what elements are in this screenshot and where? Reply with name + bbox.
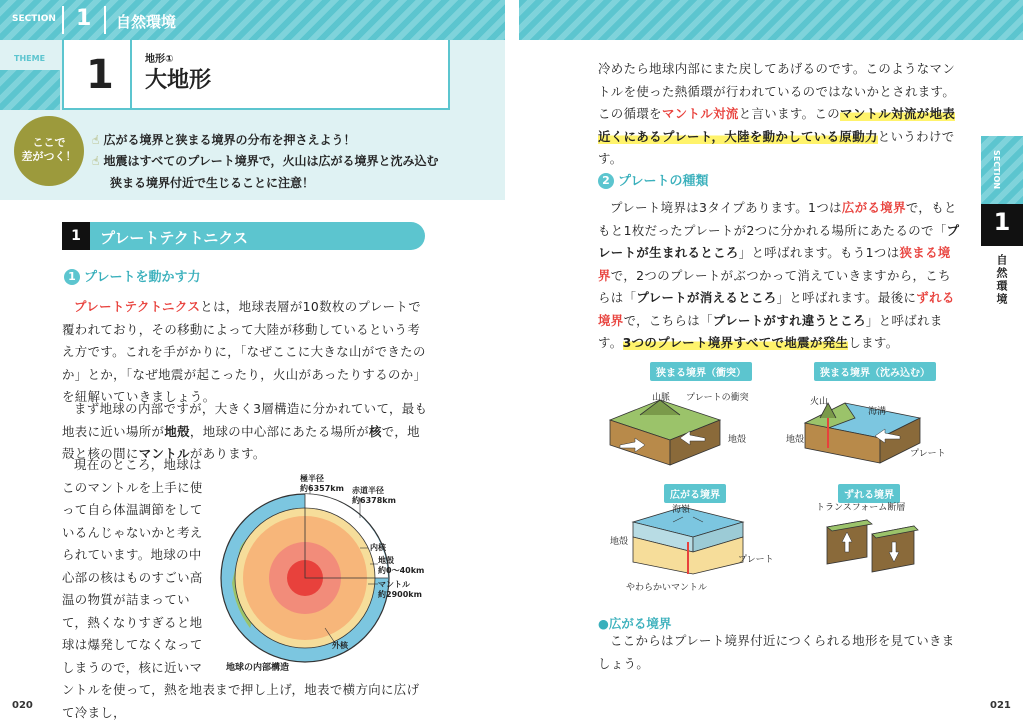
d1-label-mountains: 山脈 — [652, 393, 671, 403]
paragraph-end: ここからはプレート境界付近につくられる地形を見ていきましょう。 — [598, 633, 955, 671]
side-section-label: SECTION — [992, 150, 1001, 190]
diagram-3-title: 広がる境界 — [664, 484, 726, 503]
theme-sub: 地形① — [145, 54, 174, 65]
paragraph-3: 現在のところ，地球はこのマントルを上手に使って自ら体温調節をしているんじゃないかと考えられています。地球の中心部の核はものすごい高温の物質が詰まっていて，熱くなりすぎると地球は爆発してなくなってしまうので，核に近いマントルを使って，熱を地表まで押し上げ，地表で横方向に広げて冷まし， — [62, 454, 432, 670]
theme-label: THEME — [14, 54, 46, 63]
key-point-1: ☝ 広がる境界と狭まる境界の分布を押さえよう！ — [92, 133, 356, 147]
d2-label-crust: 地殻 — [786, 435, 805, 445]
diagram-4-title: ずれる境界 — [838, 484, 900, 503]
theme-divider — [130, 40, 132, 110]
theme-num: 1 — [86, 52, 114, 98]
diagram-1-title: 狭まる境界（衝突） — [650, 362, 752, 381]
pointing-hand-icon: ☝ — [92, 154, 100, 168]
section-num: 1 — [76, 6, 92, 31]
d2-label-trench: 海溝 — [868, 407, 887, 417]
d2-label-volcano: 火山 — [810, 397, 829, 407]
label-crust: 地殻 約0〜40km — [378, 556, 425, 575]
earth-caption: 地球の内部構造 — [226, 663, 290, 673]
heading-1-num: 1 — [62, 222, 90, 250]
side-tab-section — [981, 136, 1023, 204]
side-tab-num: 1 — [993, 208, 1011, 236]
paragraph-top: 冷めたら地球内部にまた戻してあげるのです。このようなマントルを使った熱循環が行われているのではないかとされます。この循環をマントル対流と言います。このマントル対流が地表近くにあるプレート，大陸を動かしている原動力というわけです。 — [598, 61, 956, 166]
theme-side-stripe — [0, 70, 60, 110]
d3-label-mantle: やわらかいマントル — [626, 583, 708, 593]
d2-label-plate: プレート — [910, 449, 946, 459]
label-outer-core: 外核 — [332, 641, 348, 650]
d3-label-plate: プレート — [738, 555, 774, 565]
label-inner-core: 内核 — [370, 543, 386, 552]
side-tab-title: 自然環境 — [995, 254, 1008, 306]
d4-label-transform: トランスフォーム断層 — [816, 503, 906, 513]
subheading-1: 1 プレートを動かす力 — [64, 266, 200, 285]
label-equator-radius: 赤道半径 約6378km — [352, 486, 396, 505]
paragraph-2: まず地球の内部ですが，大きく3層構造に分かれていて，最も地表に近い場所が地殻，地球の中心部にあたる場所が核で，地殻と核の間にマントルがあります。 — [62, 401, 428, 461]
subheading-2-num: 2 — [598, 173, 614, 189]
section-divider-2 — [104, 6, 106, 34]
diagram-transform — [822, 512, 922, 582]
left-page-number: 020 — [12, 700, 33, 711]
theme-box — [62, 40, 450, 110]
d1-label-collision: プレートの衝突 — [686, 393, 749, 403]
subheading-2: 2 プレートの種類 — [598, 170, 708, 189]
d3-label-crust: 地殻 — [610, 537, 629, 547]
section-title: 自然環境 — [116, 13, 177, 31]
section-divider — [62, 6, 64, 34]
paragraph-types: プレート境界は3タイプあります。1つは広がる境界で，もともと1枚だったプレートが2つに分かれる場所にあたるので「プレートが生まれるところ」と呼ばれます。もう1つは狭まる境界で，2つのプレートがぶつかって消えていきますから，こちらは「プレートが消えるところ」と呼ばれます。最後にずれる境界で，こちらは「プレートがすれ違うところ」と呼ばれます。3つのプレート境界すべてで地震が発生します。 — [598, 200, 960, 350]
subheading-1-num: 1 — [64, 269, 80, 285]
d1-label-crust: 地殻 — [728, 435, 747, 445]
subheading-3: ●広がる境界 — [598, 616, 672, 631]
pointing-hand-icon: ☝ — [92, 133, 100, 147]
heading-1-text: プレートテクトニクス — [100, 229, 249, 247]
earth-diagram — [210, 478, 435, 678]
section-label: SECTION — [12, 14, 56, 24]
label-polar-radius: 極半径 約6357km — [300, 474, 344, 493]
right-header-bar — [519, 0, 1023, 40]
theme-title: 大地形 — [145, 68, 212, 93]
label-mantle: マントル 約2900km — [378, 580, 422, 599]
right-page-number: 021 — [990, 700, 1011, 711]
diagram-2-title: 狭まる境界（沈み込む） — [814, 362, 936, 381]
key-point-2: ☝ 地震はすべてのプレート境界で，火山は広がる境界と沈み込む狭まる境界付近で生じることに注意！ — [92, 154, 439, 190]
d3-label-ridge: 海嶺 — [672, 505, 691, 515]
key-point-badge: ここで 差がつく！ — [14, 116, 84, 186]
paragraph-1: プレートテクトニクスとは，地球表層が10数枚のプレートで覆われており，その移動によって大陸が移動しているという考え方です。これを手がかりに，「なぜここに大きな山ができたのか」とか，「なぜ地震が起こったり，火山があったりするのか」を紐解いていきましょう。 — [62, 299, 427, 404]
